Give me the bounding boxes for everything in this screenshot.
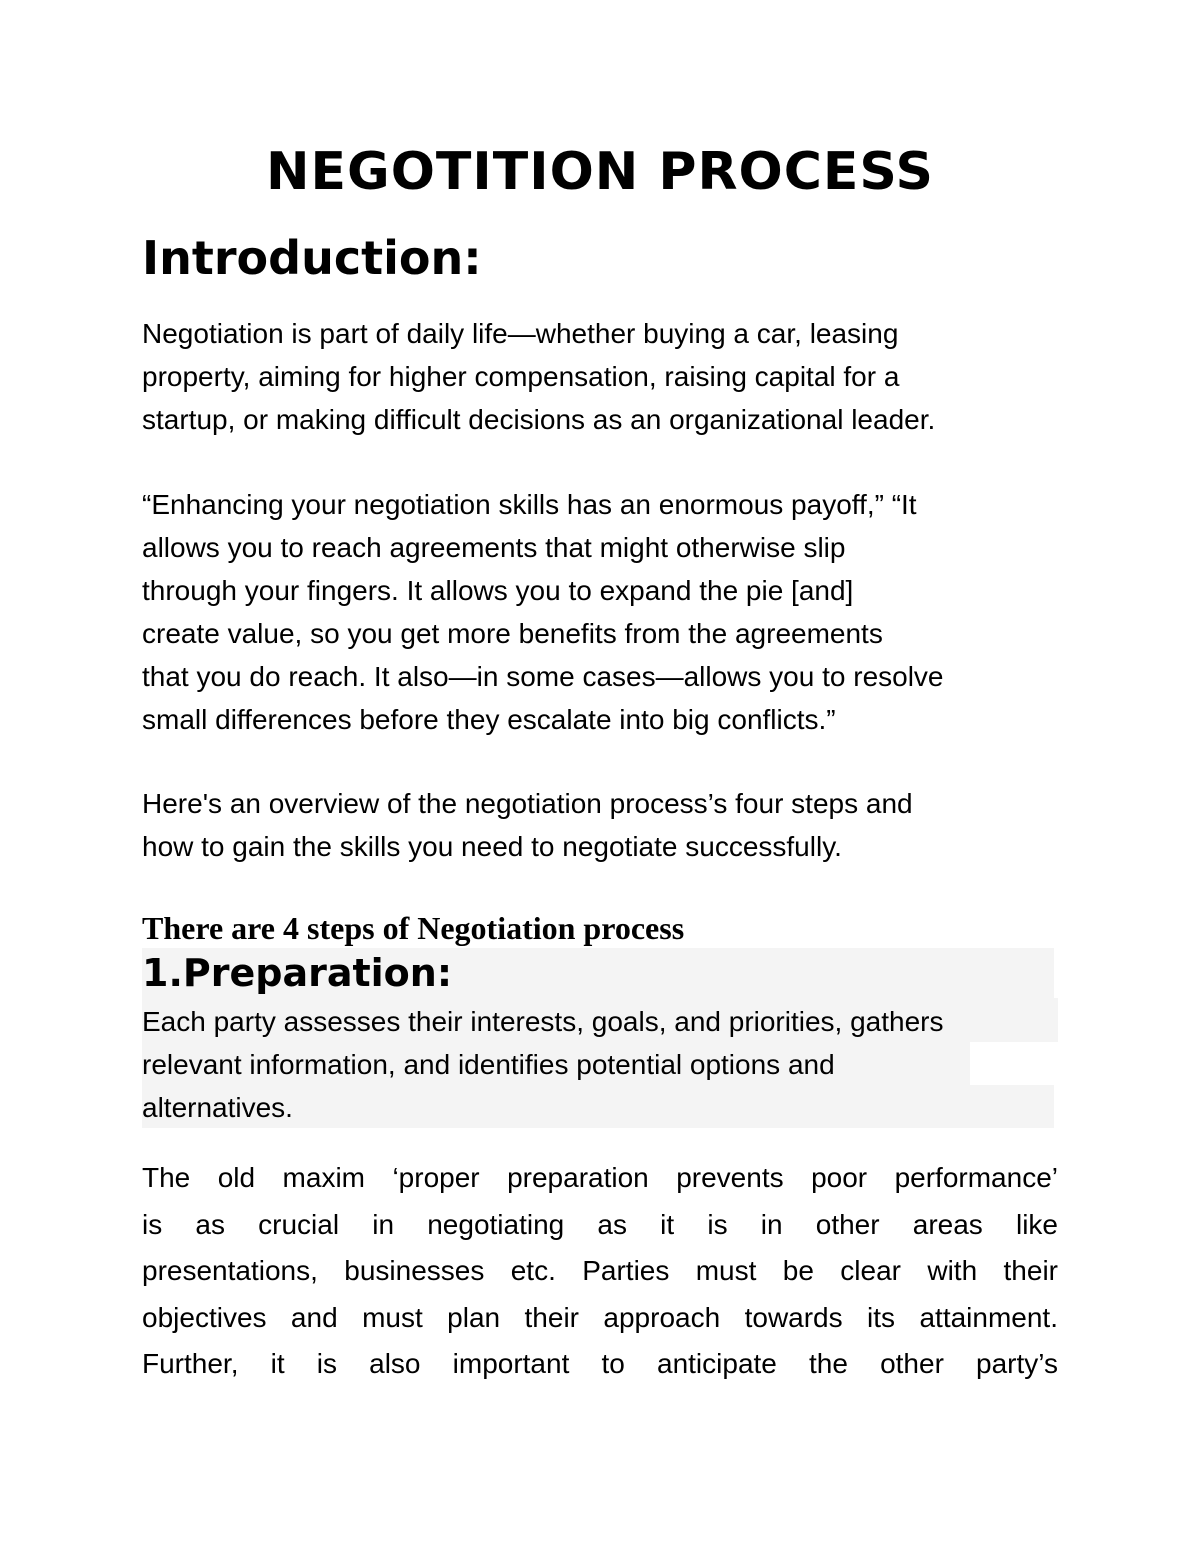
text-line: that you do reach. It also—in some cases—allows you to resolve xyxy=(142,661,944,692)
text-line: how to gain the skills you need to negotiate successfully. xyxy=(142,831,842,862)
text-line: small differences before they escalate into big conflicts.” xyxy=(142,704,836,735)
document-title: NEGOTITION PROCESS xyxy=(266,142,934,202)
text-line: Each party assesses their interests, goals, and priorities, gathers xyxy=(142,1006,944,1037)
intro-paragraph xyxy=(142,312,1058,441)
text-line: objectives and must plan their approach towards its attainment. xyxy=(142,1301,1058,1333)
text-line: is as crucial in negotiating as it is in other areas like xyxy=(142,1208,1058,1240)
text-line: alternatives. xyxy=(142,1092,293,1123)
text-line: create value, so you get more benefits from the agreements xyxy=(142,618,883,649)
text-line: property, aiming for higher compensation, raising capital for a xyxy=(142,361,900,392)
overview-paragraph xyxy=(142,782,1058,868)
text-line: startup, or making difficult decisions as an organizational leader. xyxy=(142,404,936,435)
step-number: 1. xyxy=(142,951,183,995)
quote-paragraph xyxy=(142,483,1058,741)
text-line: through your fingers. It allows you to expand the pie [and] xyxy=(142,575,854,606)
step-1-body xyxy=(142,1155,1058,1388)
text-line: Further, it is also important to anticipate the other party’s xyxy=(142,1348,1058,1379)
step-colon: : xyxy=(436,951,453,995)
step-1-description xyxy=(142,1000,1058,1129)
introduction-heading: Introduction: xyxy=(142,231,482,285)
step-label: Preparation xyxy=(182,951,437,995)
text-line: presentations, businesses etc. Parties must be clear with their xyxy=(142,1255,1058,1286)
text-line: “Enhancing your negotiation skills has an enormous payoff,” “It xyxy=(142,489,917,520)
text-line: allows you to reach agreements that might otherwise slip xyxy=(142,532,846,563)
steps-heading: There are 4 steps of Negotiation process xyxy=(142,910,685,946)
text-line: Negotiation is part of daily life—whether buying a car, leasing xyxy=(142,318,899,349)
text-line: The old maxim ‘proper preparation prevents poor performance’ xyxy=(142,1162,1058,1193)
step-1-heading xyxy=(142,946,452,1000)
text-line: relevant information, and identifies potential options and xyxy=(142,1049,835,1080)
text-line: Here's an overview of the negotiation process’s four steps and xyxy=(142,788,913,819)
